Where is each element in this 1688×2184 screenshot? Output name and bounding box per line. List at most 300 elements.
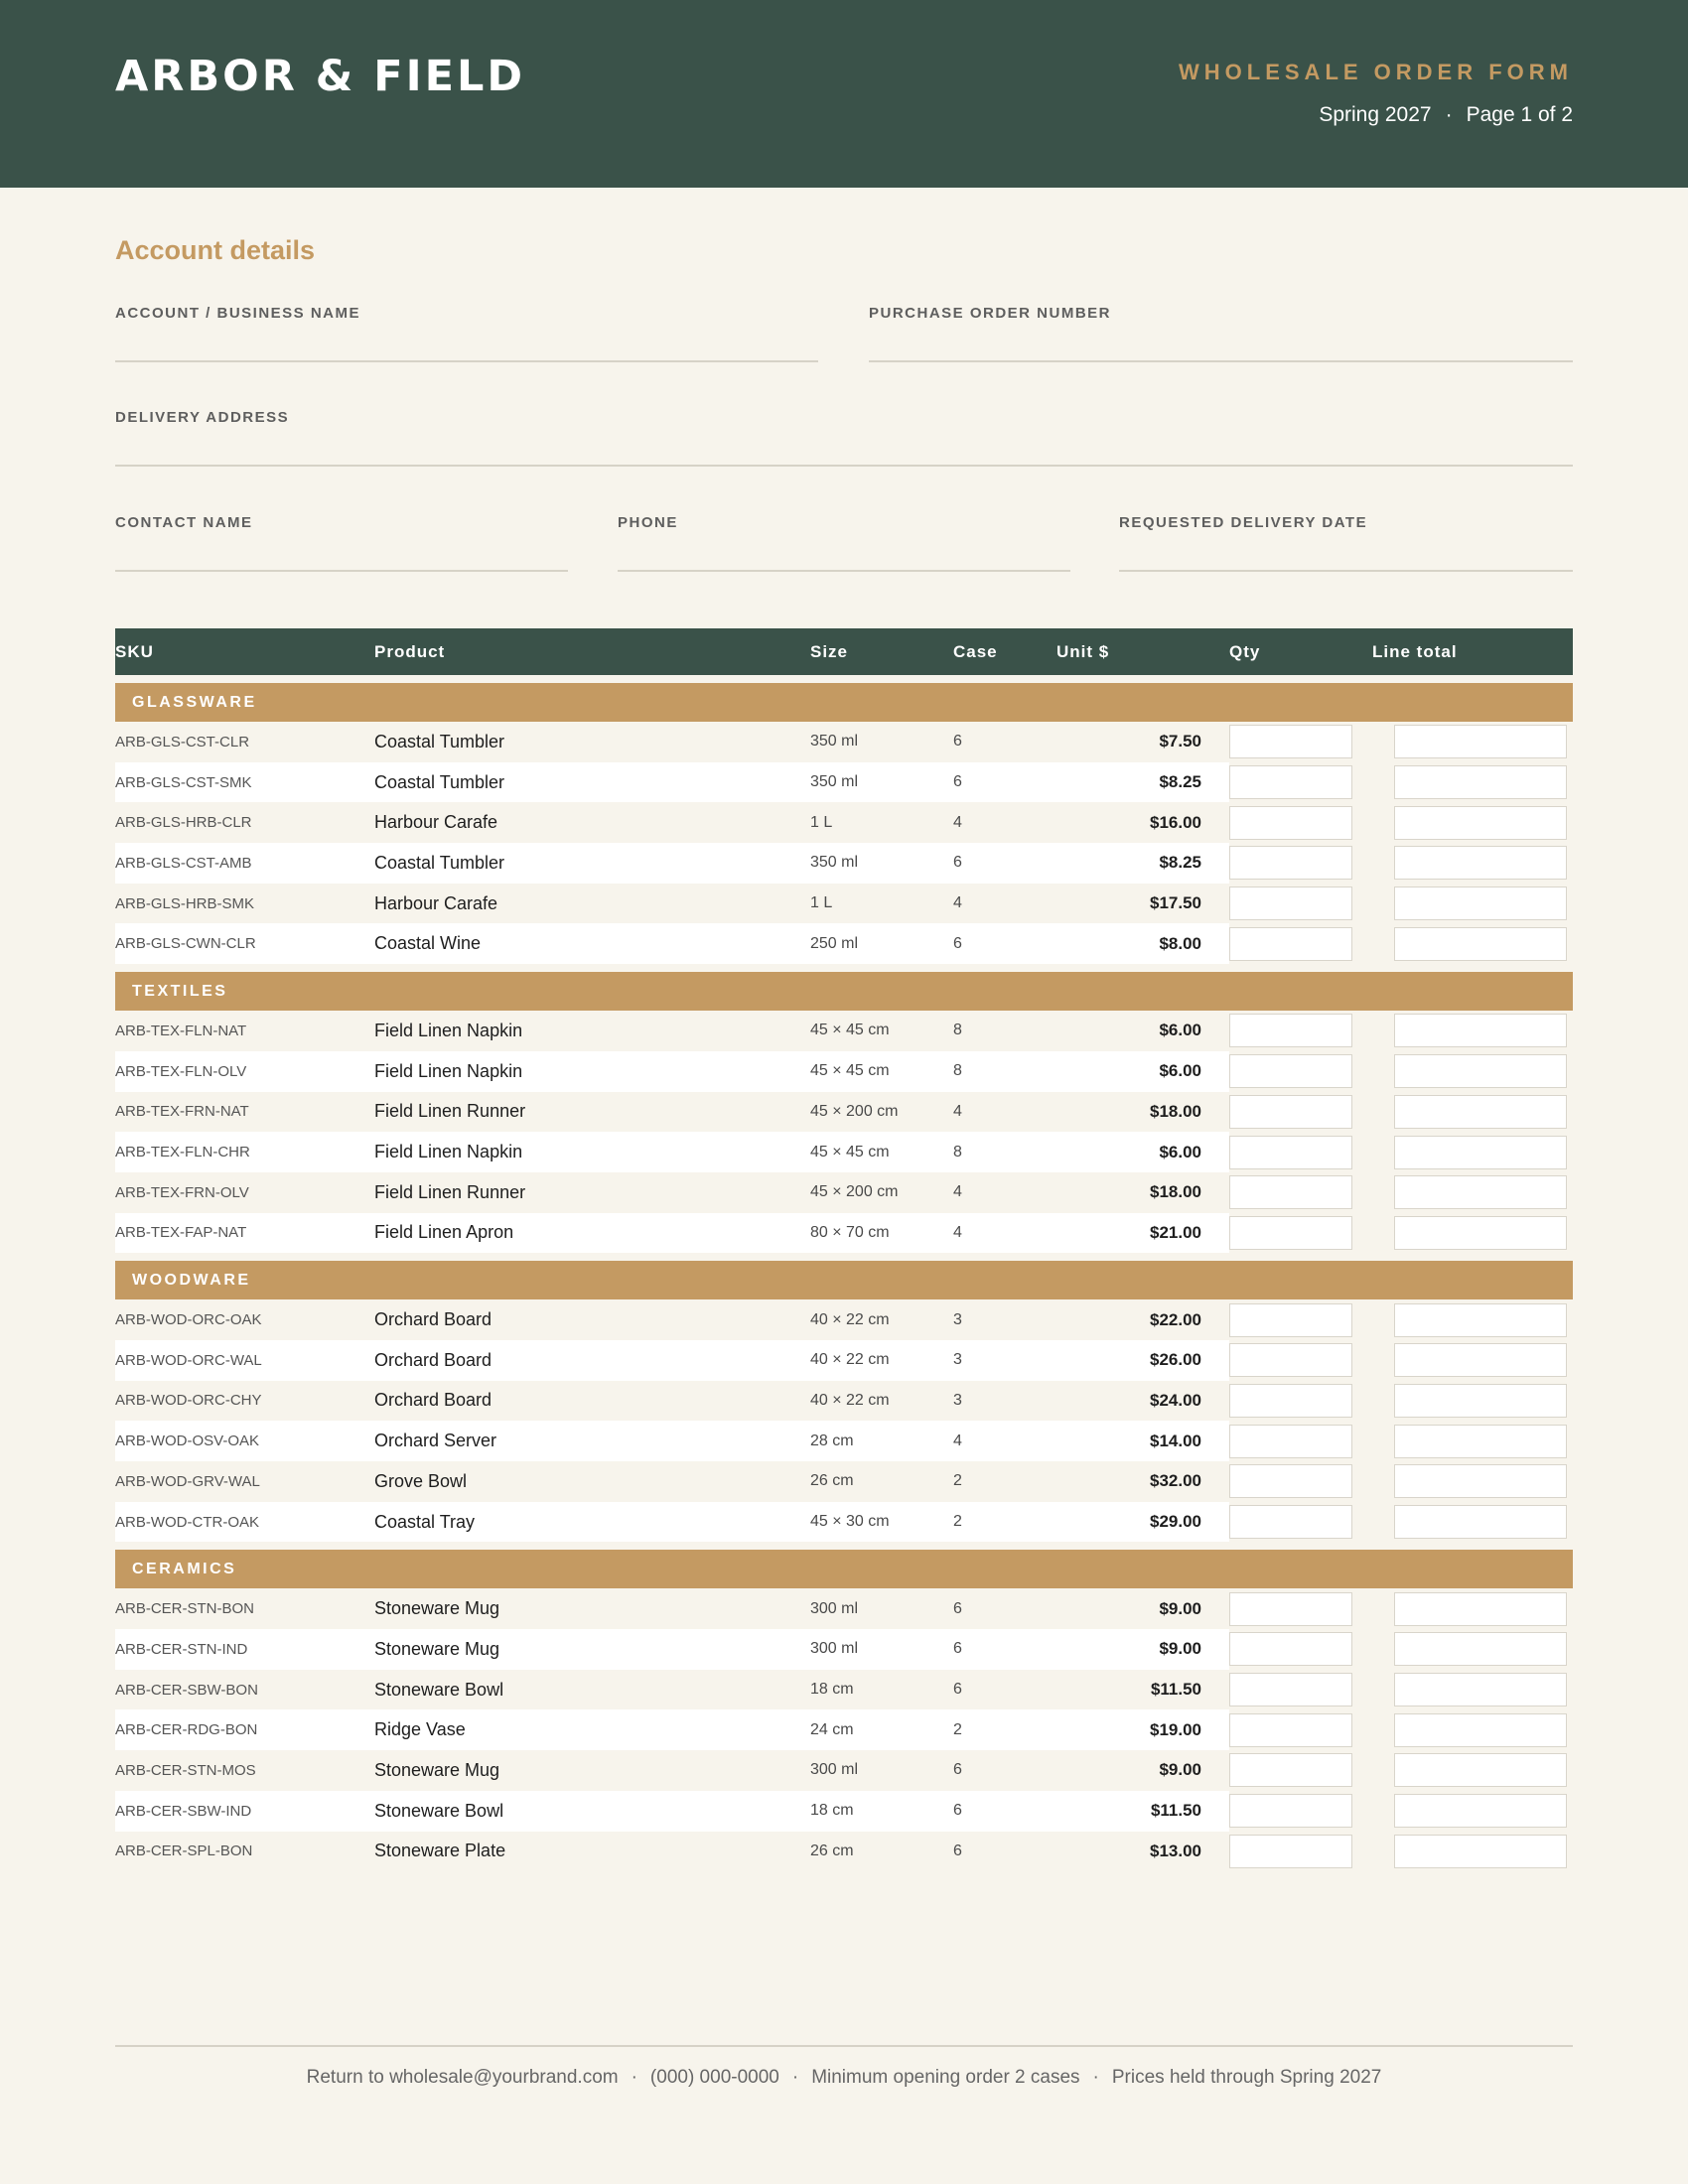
product-cell: Orchard Board — [374, 1340, 810, 1381]
case-cell: 4 — [953, 802, 1056, 843]
size-cell: 45 × 200 cm — [810, 1092, 953, 1133]
unit-price-cell: $6.00 — [1056, 1132, 1229, 1172]
sku-cell: ARB-TEX-FLN-NAT — [115, 1011, 374, 1051]
sku-cell: ARB-WOD-CTR-OAK — [115, 1502, 374, 1543]
table-header-row — [115, 628, 1573, 675]
page-indicator: Page 1 of 2 — [1466, 103, 1573, 126]
delivery-date-label: REQUESTED DELIVERY DATE — [1119, 514, 1368, 531]
case-cell: 6 — [953, 1791, 1056, 1832]
sku-cell: ARB-TEX-FRN-OLV — [115, 1172, 374, 1213]
line-total-cell — [1372, 884, 1573, 924]
product-cell: Orchard Board — [374, 1299, 810, 1340]
unit-price-cell: $11.50 — [1056, 1791, 1229, 1832]
line-total-input[interactable] — [1394, 1592, 1567, 1626]
line-total-input[interactable] — [1394, 1175, 1567, 1209]
qty-cell — [1229, 762, 1372, 803]
qty-input[interactable] — [1229, 1425, 1352, 1458]
line-total-input[interactable] — [1394, 1505, 1567, 1539]
qty-input[interactable] — [1229, 846, 1352, 880]
line-total-cell — [1372, 923, 1573, 964]
po-number-field[interactable] — [869, 305, 1573, 322]
footer — [115, 2067, 1573, 2089]
po-number-line[interactable] — [869, 360, 1573, 362]
case-cell: 6 — [953, 923, 1056, 964]
line-total-cell — [1372, 1299, 1573, 1340]
delivery-address-line[interactable] — [115, 465, 1573, 467]
case-cell: 4 — [953, 1172, 1056, 1213]
category-label: GLASSWARE — [115, 683, 1573, 722]
size-cell: 300 ml — [810, 1750, 953, 1791]
unit-price-cell: $9.00 — [1056, 1588, 1229, 1629]
line-total-cell — [1372, 1709, 1573, 1750]
line-total-cell — [1372, 1832, 1573, 1872]
category-spacer — [115, 1542, 1573, 1550]
product-cell: Orchard Board — [374, 1381, 810, 1422]
case-cell: 6 — [953, 762, 1056, 803]
unit-price-cell: $8.25 — [1056, 843, 1229, 884]
category-row — [115, 1550, 1573, 1588]
account-section-title: Account details — [115, 235, 316, 265]
unit-price-cell: $32.00 — [1056, 1461, 1229, 1502]
line-total-input[interactable] — [1394, 887, 1567, 920]
table-row — [115, 1381, 1573, 1422]
table-row — [115, 1299, 1573, 1340]
business-name-line[interactable] — [115, 360, 818, 362]
contact-name-line[interactable] — [115, 570, 568, 572]
col-header-qty: Qty — [1229, 628, 1372, 675]
sku-cell: ARB-CER-SBW-IND — [115, 1791, 374, 1832]
sku-cell: ARB-WOD-ORC-OAK — [115, 1299, 374, 1340]
product-cell: Coastal Tumbler — [374, 762, 810, 803]
line-total-cell — [1372, 762, 1573, 803]
line-total-cell — [1372, 802, 1573, 843]
contact-name-field[interactable] — [115, 514, 568, 531]
footer-separator: · — [1092, 2067, 1099, 2088]
qty-input[interactable] — [1229, 1095, 1352, 1129]
qty-cell — [1229, 1709, 1372, 1750]
line-total-input[interactable] — [1394, 927, 1567, 961]
table-row — [115, 1051, 1573, 1092]
table-row — [115, 1340, 1573, 1381]
product-cell: Orchard Server — [374, 1421, 810, 1461]
qty-cell — [1229, 1750, 1372, 1791]
unit-price-cell: $8.25 — [1056, 762, 1229, 803]
qty-cell — [1229, 1299, 1372, 1340]
size-cell: 18 cm — [810, 1670, 953, 1710]
category-row — [115, 683, 1573, 722]
meta-separator: · — [1445, 103, 1453, 126]
line-total-input[interactable] — [1394, 765, 1567, 799]
col-header-line-total: Line total — [1372, 628, 1573, 675]
spacer-cell — [115, 675, 1573, 683]
line-total-input[interactable] — [1394, 846, 1567, 880]
qty-cell — [1229, 1381, 1372, 1422]
line-total-cell — [1372, 1791, 1573, 1832]
qty-input[interactable] — [1229, 887, 1352, 920]
unit-price-cell: $29.00 — [1056, 1502, 1229, 1543]
case-cell: 8 — [953, 1011, 1056, 1051]
qty-cell — [1229, 843, 1372, 884]
size-cell: 350 ml — [810, 722, 953, 762]
order-table — [115, 628, 1573, 1871]
qty-cell — [1229, 1832, 1372, 1872]
table-row — [115, 1502, 1573, 1543]
product-cell: Grove Bowl — [374, 1461, 810, 1502]
table-row — [115, 1750, 1573, 1791]
product-cell: Coastal Tray — [374, 1502, 810, 1543]
footer-phone: (000) 000-0000 — [649, 2067, 779, 2088]
category-row — [115, 1261, 1573, 1299]
unit-price-cell: $14.00 — [1056, 1421, 1229, 1461]
product-cell: Stoneware Mug — [374, 1750, 810, 1791]
table-row — [115, 1172, 1573, 1213]
col-header-unit-price: Unit $ — [1056, 628, 1229, 675]
line-total-input[interactable] — [1394, 1753, 1567, 1787]
form-title: WHOLESALE ORDER FORM — [1179, 60, 1573, 84]
sku-cell: ARB-WOD-ORC-WAL — [115, 1340, 374, 1381]
size-cell: 24 cm — [810, 1709, 953, 1750]
size-cell: 40 × 22 cm — [810, 1299, 953, 1340]
sku-cell: ARB-CER-SBW-BON — [115, 1670, 374, 1710]
product-cell: Stoneware Mug — [374, 1588, 810, 1629]
line-total-cell — [1372, 1213, 1573, 1254]
table-row — [115, 1709, 1573, 1750]
table-row — [115, 1461, 1573, 1502]
line-total-input[interactable] — [1394, 1095, 1567, 1129]
sku-cell: ARB-GLS-CST-CLR — [115, 722, 374, 762]
product-cell: Stoneware Mug — [374, 1629, 810, 1670]
category-label: CERAMICS — [115, 1550, 1573, 1588]
line-total-cell — [1372, 1502, 1573, 1543]
qty-input[interactable] — [1229, 1136, 1352, 1169]
business-name-label: ACCOUNT / BUSINESS NAME — [115, 305, 361, 322]
sku-cell: ARB-GLS-HRB-SMK — [115, 884, 374, 924]
unit-price-cell: $9.00 — [1056, 1750, 1229, 1791]
line-total-cell — [1372, 1750, 1573, 1791]
size-cell: 350 ml — [810, 762, 953, 803]
line-total-cell — [1372, 1421, 1573, 1461]
table-row — [115, 722, 1573, 762]
qty-cell — [1229, 1502, 1372, 1543]
qty-input[interactable] — [1229, 1794, 1352, 1828]
table-row — [115, 1791, 1573, 1832]
product-cell: Coastal Tumbler — [374, 843, 810, 884]
sku-cell: ARB-TEX-FRN-NAT — [115, 1092, 374, 1133]
size-cell: 250 ml — [810, 923, 953, 964]
footer-email: Return to wholesale@yourbrand.com — [306, 2067, 619, 2088]
table-row — [115, 1670, 1573, 1710]
qty-cell — [1229, 1670, 1372, 1710]
unit-price-cell: $7.50 — [1056, 722, 1229, 762]
qty-cell — [1229, 1132, 1372, 1172]
qty-input[interactable] — [1229, 1753, 1352, 1787]
line-total-input[interactable] — [1394, 1464, 1567, 1498]
line-total-cell — [1372, 1011, 1573, 1051]
table-row — [115, 843, 1573, 884]
size-cell: 1 L — [810, 884, 953, 924]
category-label: WOODWARE — [115, 1261, 1573, 1299]
table-row — [115, 1092, 1573, 1133]
qty-input[interactable] — [1229, 1216, 1352, 1250]
col-header-sku: SKU — [115, 628, 374, 675]
qty-cell — [1229, 722, 1372, 762]
qty-cell — [1229, 802, 1372, 843]
case-cell: 6 — [953, 1629, 1056, 1670]
qty-cell — [1229, 1461, 1372, 1502]
product-cell: Field Linen Runner — [374, 1172, 810, 1213]
sku-cell: ARB-CER-STN-BON — [115, 1588, 374, 1629]
qty-cell — [1229, 1213, 1372, 1254]
line-total-input[interactable] — [1394, 725, 1567, 758]
product-cell: Field Linen Napkin — [374, 1051, 810, 1092]
case-cell: 4 — [953, 1092, 1056, 1133]
qty-input[interactable] — [1229, 927, 1352, 961]
table-row — [115, 1588, 1573, 1629]
size-cell: 80 × 70 cm — [810, 1213, 953, 1254]
delivery-date-field[interactable] — [1119, 514, 1573, 531]
line-total-cell — [1372, 1670, 1573, 1710]
size-cell: 18 cm — [810, 1791, 953, 1832]
line-total-input[interactable] — [1394, 1835, 1567, 1868]
sku-cell: ARB-CER-RDG-BON — [115, 1709, 374, 1750]
qty-input[interactable] — [1229, 1592, 1352, 1626]
unit-price-cell: $13.00 — [1056, 1832, 1229, 1872]
line-total-cell — [1372, 1461, 1573, 1502]
product-cell: Harbour Carafe — [374, 802, 810, 843]
case-cell: 6 — [953, 1670, 1056, 1710]
qty-input[interactable] — [1229, 1464, 1352, 1498]
line-total-cell — [1372, 1629, 1573, 1670]
qty-input[interactable] — [1229, 1303, 1352, 1337]
qty-input[interactable] — [1229, 1505, 1352, 1539]
qty-cell — [1229, 1629, 1372, 1670]
col-header-size: Size — [810, 628, 953, 675]
unit-price-cell: $24.00 — [1056, 1381, 1229, 1422]
unit-price-cell: $8.00 — [1056, 923, 1229, 964]
category-label: TEXTILES — [115, 972, 1573, 1011]
unit-price-cell: $11.50 — [1056, 1670, 1229, 1710]
table-row — [115, 1832, 1573, 1872]
unit-price-cell: $18.00 — [1056, 1172, 1229, 1213]
qty-cell — [1229, 884, 1372, 924]
order-body — [115, 675, 1573, 1871]
unit-price-cell: $26.00 — [1056, 1340, 1229, 1381]
sku-cell: ARB-GLS-HRB-CLR — [115, 802, 374, 843]
unit-price-cell: $16.00 — [1056, 802, 1229, 843]
case-cell: 4 — [953, 884, 1056, 924]
phone-field[interactable] — [618, 514, 1070, 531]
line-total-input[interactable] — [1394, 1673, 1567, 1706]
line-total-cell — [1372, 1132, 1573, 1172]
category-spacer — [115, 675, 1573, 683]
category-spacer — [115, 1253, 1573, 1261]
line-total-cell — [1372, 1172, 1573, 1213]
sku-cell: ARB-GLS-CWN-CLR — [115, 923, 374, 964]
table-row — [115, 1011, 1573, 1051]
unit-price-cell: $9.00 — [1056, 1629, 1229, 1670]
qty-cell — [1229, 1051, 1372, 1092]
qty-cell — [1229, 1340, 1372, 1381]
table-row — [115, 884, 1573, 924]
case-cell: 8 — [953, 1051, 1056, 1092]
case-cell: 2 — [953, 1709, 1056, 1750]
product-cell: Field Linen Napkin — [374, 1132, 810, 1172]
line-total-input[interactable] — [1394, 1216, 1567, 1250]
size-cell: 45 × 200 cm — [810, 1172, 953, 1213]
case-cell: 6 — [953, 843, 1056, 884]
table-row — [115, 923, 1573, 964]
line-total-cell — [1372, 1588, 1573, 1629]
sku-cell: ARB-CER-STN-MOS — [115, 1750, 374, 1791]
unit-price-cell: $6.00 — [1056, 1051, 1229, 1092]
case-cell: 3 — [953, 1299, 1056, 1340]
line-total-input[interactable] — [1394, 1425, 1567, 1458]
delivery-date-line[interactable] — [1119, 570, 1573, 572]
qty-cell — [1229, 923, 1372, 964]
line-total-cell — [1372, 843, 1573, 884]
qty-input[interactable] — [1229, 1014, 1352, 1047]
sku-cell: ARB-TEX-FLN-CHR — [115, 1132, 374, 1172]
footer-minimum-order: Minimum opening order 2 cases — [811, 2067, 1080, 2088]
spacer-cell — [115, 1253, 1573, 1261]
unit-price-cell: $18.00 — [1056, 1092, 1229, 1133]
brand-name: ARBOR & FIELD — [115, 52, 526, 101]
footer-separator: · — [791, 2067, 799, 2088]
size-cell: 45 × 45 cm — [810, 1132, 953, 1172]
size-cell: 1 L — [810, 802, 953, 843]
size-cell: 28 cm — [810, 1421, 953, 1461]
line-total-cell — [1372, 1381, 1573, 1422]
phone-label: PHONE — [618, 514, 678, 531]
line-total-input[interactable] — [1394, 1136, 1567, 1169]
qty-input[interactable] — [1229, 1343, 1352, 1377]
unit-price-cell: $6.00 — [1056, 1011, 1229, 1051]
case-cell: 4 — [953, 1213, 1056, 1254]
table-row — [115, 802, 1573, 843]
table-row — [115, 1132, 1573, 1172]
line-total-input[interactable] — [1394, 1303, 1567, 1337]
product-cell: Field Linen Apron — [374, 1213, 810, 1254]
case-cell: 6 — [953, 1588, 1056, 1629]
sku-cell: ARB-CER-SPL-BON — [115, 1832, 374, 1872]
size-cell: 45 × 30 cm — [810, 1502, 953, 1543]
size-cell: 26 cm — [810, 1832, 953, 1872]
spacer-cell — [115, 1542, 1573, 1550]
line-total-cell — [1372, 1051, 1573, 1092]
size-cell: 300 ml — [810, 1629, 953, 1670]
line-total-input[interactable] — [1394, 1794, 1567, 1828]
case-cell: 2 — [953, 1502, 1056, 1543]
line-total-input[interactable] — [1394, 1343, 1567, 1377]
page-header — [0, 0, 1688, 188]
product-cell: Field Linen Runner — [374, 1092, 810, 1133]
size-cell: 40 × 22 cm — [810, 1381, 953, 1422]
delivery-address-field[interactable] — [115, 409, 1573, 426]
sku-cell: ARB-TEX-FAP-NAT — [115, 1213, 374, 1254]
qty-input[interactable] — [1229, 1835, 1352, 1868]
case-cell: 8 — [953, 1132, 1056, 1172]
qty-cell — [1229, 1588, 1372, 1629]
delivery-address-label: DELIVERY ADDRESS — [115, 409, 290, 426]
sku-cell: ARB-WOD-ORC-CHY — [115, 1381, 374, 1422]
product-cell: Field Linen Napkin — [374, 1011, 810, 1051]
sku-cell: ARB-GLS-CST-SMK — [115, 762, 374, 803]
table-row — [115, 1421, 1573, 1461]
qty-input[interactable] — [1229, 1175, 1352, 1209]
line-total-input[interactable] — [1394, 806, 1567, 840]
case-cell: 6 — [953, 1832, 1056, 1872]
line-total-input[interactable] — [1394, 1632, 1567, 1666]
sku-cell: ARB-WOD-OSV-OAK — [115, 1421, 374, 1461]
case-cell: 4 — [953, 1421, 1056, 1461]
footer-divider — [115, 2045, 1573, 2047]
qty-cell — [1229, 1092, 1372, 1133]
product-cell: Stoneware Plate — [374, 1832, 810, 1872]
qty-input[interactable] — [1229, 1632, 1352, 1666]
category-spacer — [115, 964, 1573, 972]
qty-input[interactable] — [1229, 1054, 1352, 1088]
qty-input[interactable] — [1229, 1673, 1352, 1706]
footer-price-note: Prices held through Spring 2027 — [1111, 2067, 1382, 2088]
spacer-cell — [115, 964, 1573, 972]
line-total-cell — [1372, 722, 1573, 762]
qty-input[interactable] — [1229, 725, 1352, 758]
case-cell: 2 — [953, 1461, 1056, 1502]
qty-cell — [1229, 1421, 1372, 1461]
footer-separator: · — [631, 2067, 637, 2088]
line-total-input[interactable] — [1394, 1054, 1567, 1088]
line-total-input[interactable] — [1394, 1384, 1567, 1418]
contact-name-label: CONTACT NAME — [115, 514, 253, 531]
case-cell: 6 — [953, 722, 1056, 762]
size-cell: 350 ml — [810, 843, 953, 884]
unit-price-cell: $19.00 — [1056, 1709, 1229, 1750]
table-row — [115, 1629, 1573, 1670]
phone-line[interactable] — [618, 570, 1070, 572]
qty-input[interactable] — [1229, 765, 1352, 799]
qty-cell — [1229, 1172, 1372, 1213]
line-total-input[interactable] — [1394, 1713, 1567, 1747]
product-cell: Stoneware Bowl — [374, 1670, 810, 1710]
po-number-label: PURCHASE ORDER NUMBER — [869, 305, 1112, 322]
size-cell: 300 ml — [810, 1588, 953, 1629]
qty-input[interactable] — [1229, 806, 1352, 840]
category-row — [115, 972, 1573, 1011]
header-meta — [1319, 103, 1573, 127]
qty-cell — [1229, 1791, 1372, 1832]
case-cell: 3 — [953, 1381, 1056, 1422]
sku-cell: ARB-WOD-GRV-WAL — [115, 1461, 374, 1502]
size-cell: 40 × 22 cm — [810, 1340, 953, 1381]
line-total-cell — [1372, 1092, 1573, 1133]
qty-input[interactable] — [1229, 1713, 1352, 1747]
size-cell: 45 × 45 cm — [810, 1011, 953, 1051]
sku-cell: ARB-CER-STN-IND — [115, 1629, 374, 1670]
unit-price-cell: $17.50 — [1056, 884, 1229, 924]
qty-input[interactable] — [1229, 1384, 1352, 1418]
unit-price-cell: $22.00 — [1056, 1299, 1229, 1340]
business-name-field[interactable] — [115, 305, 818, 322]
product-cell: Stoneware Bowl — [374, 1791, 810, 1832]
product-cell: Ridge Vase — [374, 1709, 810, 1750]
unit-price-cell: $21.00 — [1056, 1213, 1229, 1254]
col-header-case: Case — [953, 628, 1056, 675]
product-cell: Coastal Wine — [374, 923, 810, 964]
line-total-input[interactable] — [1394, 1014, 1567, 1047]
sku-cell: ARB-GLS-CST-AMB — [115, 843, 374, 884]
product-cell: Harbour Carafe — [374, 884, 810, 924]
line-total-cell — [1372, 1340, 1573, 1381]
